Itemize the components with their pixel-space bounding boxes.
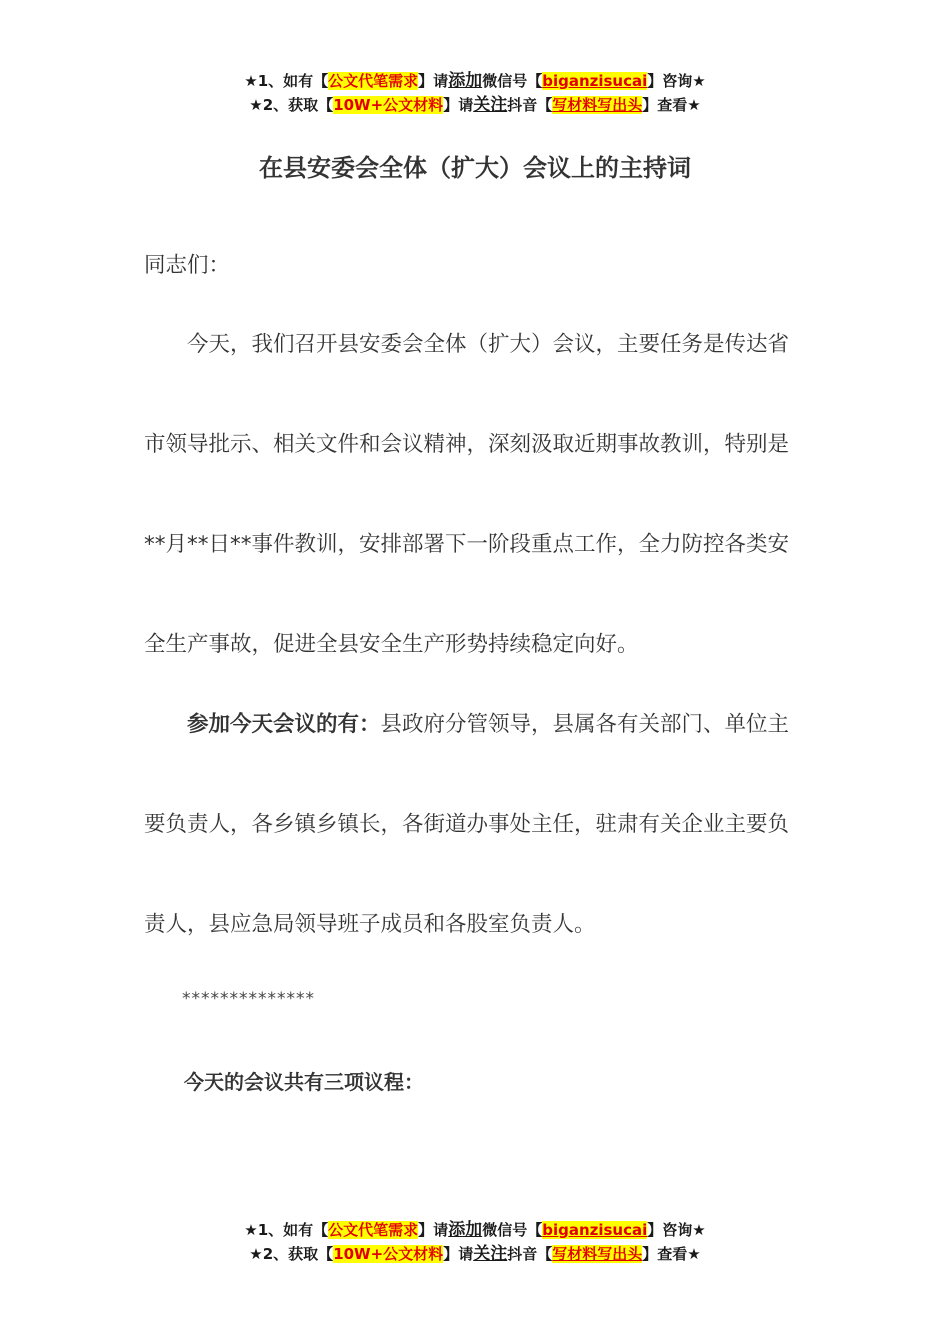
ad-highlight-materials: 10W+公文材料	[333, 1245, 444, 1263]
footer-ad-banner	[0, 1218, 950, 1266]
ad-text: 】查看★	[642, 96, 701, 114]
ad-line-1	[0, 1218, 950, 1242]
document-title: 在县安委会全体（扩大）会议上的主持词	[259, 154, 691, 182]
ad-highlight-materials: 10W+公文材料	[333, 96, 444, 114]
paragraph-intro: 今天，我们召开县安委会全体（扩大）会议，主要任务是传达省市领导批示、相关文件和会议精神，深刻汲取近期事故教训，特别是**月**日**事件教训，安排部署下一阶段重点工作，全力防控各类安全生产事故，促进全县安全生产形势持续稳定向好。	[144, 332, 790, 657]
ad-text: ★2、获取【	[249, 96, 334, 114]
ad-line-1	[0, 69, 950, 93]
ad-highlight-service: 公文代笔需求	[328, 72, 419, 90]
ad-emphasis-add: 添加	[448, 71, 483, 91]
ad-text: 】请	[443, 1245, 474, 1263]
ad-text: 微信号【	[482, 72, 543, 90]
ad-text: 抖音【	[507, 96, 553, 114]
ad-emphasis-follow: 关注	[473, 1244, 508, 1264]
ad-text: 】咨询★	[647, 1221, 706, 1239]
ad-text: 】咨询★	[647, 72, 706, 90]
paragraph-attendees	[144, 675, 804, 975]
ad-wechat-id-link[interactable]: biganzisucai	[542, 1221, 648, 1239]
ad-line-2	[0, 93, 950, 117]
ad-douyin-account-link[interactable]: 写材料写出头	[552, 96, 643, 114]
ad-text: ★1、如有【	[244, 72, 329, 90]
ad-emphasis-follow: 关注	[473, 95, 508, 115]
greeting: 同志们：	[144, 253, 231, 278]
ad-text: 】查看★	[642, 1245, 701, 1263]
ad-text: 】请	[418, 1221, 449, 1239]
ad-wechat-id-link[interactable]: biganzisucai	[542, 72, 648, 90]
attendees-lead: 参加今天会议的有：	[187, 712, 381, 737]
ad-text: ★1、如有【	[244, 1221, 329, 1239]
agenda-heading: 今天的会议共有三项议程：	[184, 1070, 424, 1094]
ad-text: 抖音【	[507, 1245, 553, 1263]
ad-text: 微信号【	[482, 1221, 543, 1239]
header-ad-banner	[0, 69, 950, 117]
ad-emphasis-add: 添加	[448, 1220, 483, 1240]
ad-text: 】请	[443, 96, 474, 114]
ad-highlight-service: 公文代笔需求	[328, 1221, 419, 1239]
ad-douyin-account-link[interactable]: 写材料写出头	[552, 1245, 643, 1263]
ad-text: 】请	[418, 72, 449, 90]
ad-line-2	[0, 1242, 950, 1266]
attendees-list: 县政府分管领导，县属各有关部门、单位主要负责人，各乡镇乡镇长，各街道办事处主任，驻肃有关企业主要负责人，县应急局领导班子成员和各股室负责人。	[144, 712, 790, 937]
separator-asterisks: **************	[182, 989, 315, 1009]
ad-text: ★2、获取【	[249, 1245, 334, 1263]
